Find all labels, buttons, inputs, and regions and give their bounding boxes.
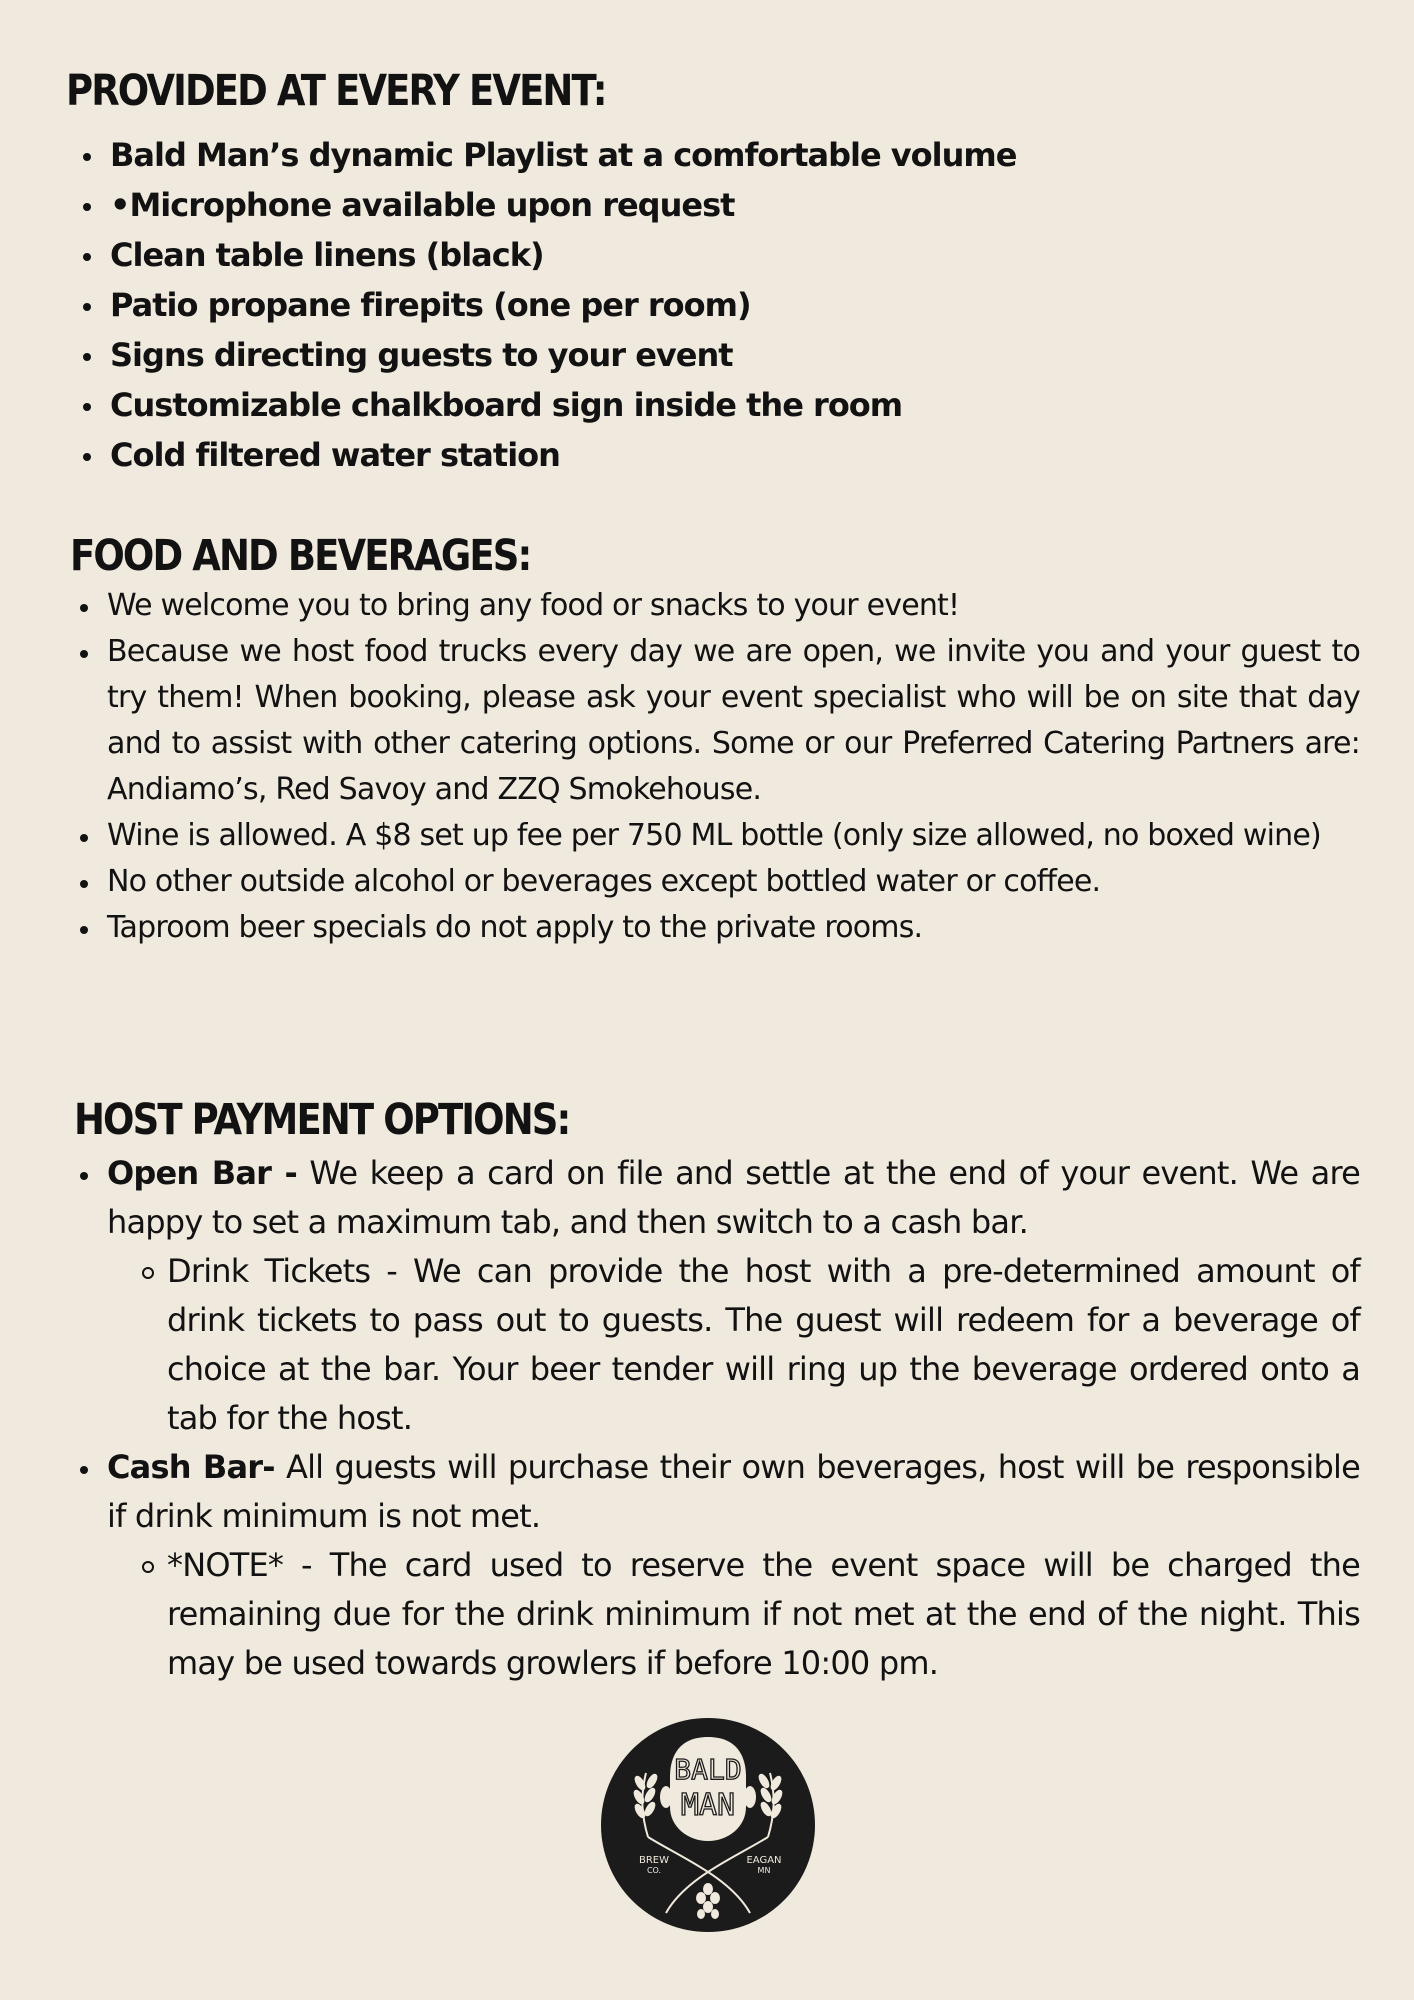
logo-text-mn: MN: [757, 1866, 771, 1875]
drink-tickets-item: Drink Tickets - We can provide the host with a pre-determined amount of drink tickets to pass out to guests. The guest will redeem for a beverage of choice at the bar. Your beer tender will ring up the beverage ordered onto a tab for the host.: [167, 1247, 1360, 1443]
cash-bar-label: Cash Bar-: [107, 1448, 275, 1486]
food-item: No other outside alcohol or beverages except bottled water or coffee.: [107, 859, 1360, 905]
bald-man-logo: [600, 1717, 816, 1933]
provided-item: Cold filtered water station: [110, 430, 1110, 480]
payment-list: [107, 1149, 1360, 1688]
logo-text-brew: BREW: [638, 1855, 670, 1866]
provided-list: [110, 130, 1110, 480]
provided-item: Clean table linens (black): [110, 230, 1110, 280]
food-item: We welcome you to bring any food or snacks to your event!: [107, 583, 1360, 629]
cash-bar-text: All guests will purchase their own beverages, host will be responsible if drink minimum is not met.: [107, 1448, 1360, 1535]
note-item: *NOTE* - The card used to reserve the event space will be charged the remaining due for the drink minimum if not met at the end of the night. This may be used towards growlers if before 10:00 pm.: [167, 1541, 1360, 1688]
logo-text-co: CO.: [646, 1866, 662, 1875]
food-list: [107, 583, 1360, 951]
food-item: Because we host food trucks every day we are open, we invite you and your guest to try them! When booking, please ask your event specialist who will be on site that day and to assist with other catering options. Some or our Preferred Catering Partners are: Andiamo’s, Red Savoy and ZZQ Smokehouse.: [107, 629, 1360, 813]
food-item: Taproom beer specials do not apply to the private rooms.: [107, 905, 1360, 951]
provided-item: Customizable chalkboard sign inside the room: [110, 380, 1110, 430]
provided-item: Bald Man’s dynamic Playlist at a comfortable volume: [110, 130, 1110, 180]
payment-heading: HOST PAYMENT OPTIONS:: [74, 1095, 570, 1145]
open-bar-sublist: [107, 1247, 1360, 1443]
open-bar-item: [107, 1149, 1360, 1443]
right-ear-icon: [744, 1786, 756, 1808]
logo-text-man: MAN: [680, 1788, 736, 1823]
logo-text-eagan: EAGAN: [746, 1855, 782, 1866]
open-bar-label: Open Bar -: [107, 1154, 297, 1192]
provided-heading: PROVIDED AT EVERY EVENT:: [66, 66, 606, 116]
provided-item: •Microphone available upon request: [110, 180, 1110, 230]
provided-item: Signs directing guests to your event: [110, 330, 1110, 380]
food-item: Wine is allowed. A $8 set up fee per 750 ML bottle (only size allowed, no boxed wine): [107, 813, 1360, 859]
provided-item: Patio propane firepits (one per room): [110, 280, 1110, 330]
cash-bar-item: [107, 1443, 1360, 1688]
cash-bar-sublist: [107, 1541, 1360, 1688]
open-bar-text: We keep a card on file and settle at the end of your event. We are happy to set a maximum tab, and then switch to a cash bar.: [107, 1154, 1360, 1241]
food-heading: FOOD AND BEVERAGES:: [70, 531, 531, 581]
logo-text-bald: BALD: [674, 1753, 742, 1786]
left-ear-icon: [660, 1786, 672, 1808]
